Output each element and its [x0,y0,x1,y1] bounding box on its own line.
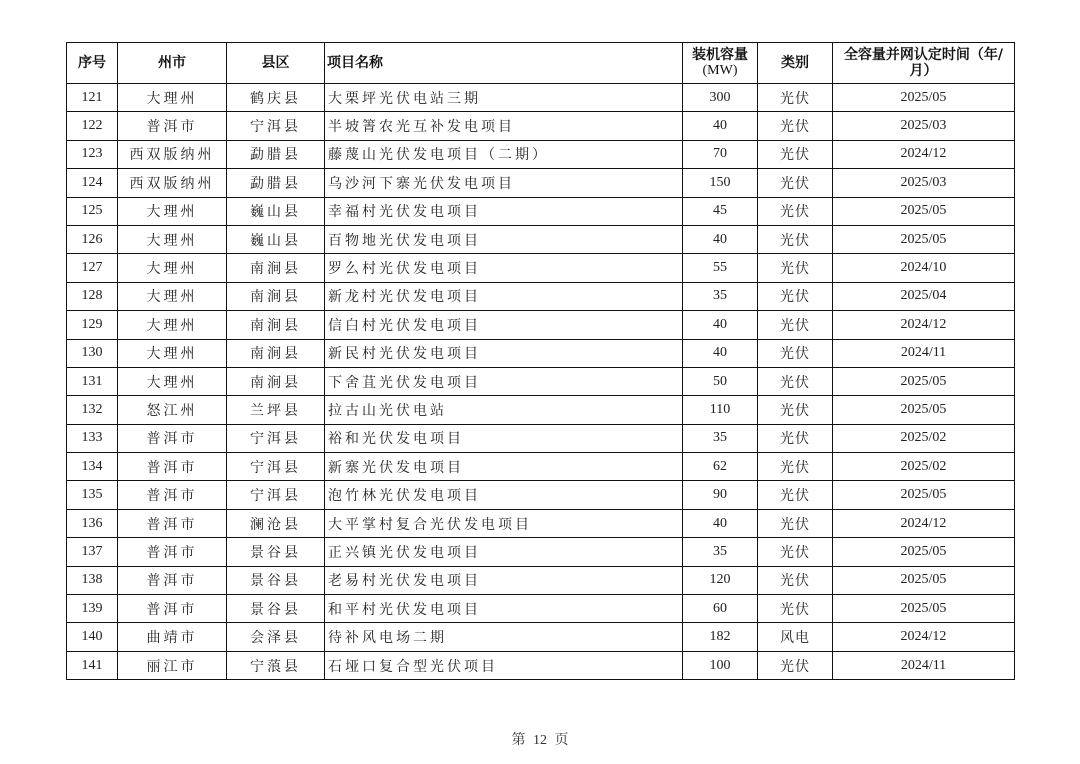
cell-prefecture: 西双版纳州 [118,140,227,168]
cell-prefecture: 大理州 [118,282,227,310]
cell-seq: 138 [67,566,118,594]
cell-capacity: 35 [683,424,758,452]
cell-county: 勐腊县 [227,169,325,197]
cell-project-name: 裕和光伏发电项目 [325,424,683,452]
header-capacity-line1: 装机容量 [692,47,748,63]
header-capacity-line2: (MW) [702,63,738,78]
cell-project-name: 藤蔑山光伏发电项目（二期） [325,140,683,168]
cell-prefecture: 普洱市 [118,424,227,452]
cell-county: 景谷县 [227,566,325,594]
cell-project-name: 百物地光伏发电项目 [325,225,683,253]
cell-capacity: 150 [683,169,758,197]
cell-grid-date: 2024/12 [833,140,1015,168]
cell-grid-date: 2025/03 [833,169,1015,197]
cell-type: 光伏 [758,595,833,623]
table-row [67,396,1015,424]
table-row [67,538,1015,566]
cell-seq: 125 [67,197,118,225]
cell-prefecture: 曲靖市 [118,623,227,651]
cell-type: 光伏 [758,367,833,395]
cell-seq: 137 [67,538,118,566]
table-row [67,84,1015,112]
cell-capacity: 62 [683,453,758,481]
cell-grid-date: 2025/05 [833,566,1015,594]
header-county: 县区 [227,43,325,84]
cell-project-name: 新寨光伏发电项目 [325,453,683,481]
cell-project-name: 大平掌村复合光伏发电项目 [325,509,683,537]
cell-capacity: 182 [683,623,758,651]
cell-seq: 126 [67,225,118,253]
cell-grid-date: 2025/05 [833,225,1015,253]
cell-project-name: 信白村光伏发电项目 [325,311,683,339]
cell-seq: 128 [67,282,118,310]
cell-county: 南涧县 [227,339,325,367]
cell-seq: 132 [67,396,118,424]
cell-county: 南涧县 [227,254,325,282]
cell-capacity: 300 [683,84,758,112]
cell-project-name: 老易村光伏发电项目 [325,566,683,594]
cell-grid-date: 2025/05 [833,595,1015,623]
cell-capacity: 35 [683,282,758,310]
cell-project-name: 新龙村光伏发电项目 [325,282,683,310]
table-row [67,169,1015,197]
cell-seq: 136 [67,509,118,537]
cell-type: 光伏 [758,651,833,679]
table-row [67,140,1015,168]
table-row [67,112,1015,140]
cell-prefecture: 普洱市 [118,538,227,566]
cell-seq: 129 [67,311,118,339]
cell-capacity: 40 [683,112,758,140]
cell-seq: 140 [67,623,118,651]
cell-grid-date: 2024/11 [833,339,1015,367]
cell-prefecture: 普洱市 [118,481,227,509]
table-body [67,84,1015,680]
cell-grid-date: 2025/05 [833,367,1015,395]
cell-capacity: 100 [683,651,758,679]
table-row [67,623,1015,651]
table-row [67,225,1015,253]
cell-county: 澜沧县 [227,509,325,537]
cell-grid-date: 2025/05 [833,481,1015,509]
cell-project-name: 乌沙河下寨光伏发电项目 [325,169,683,197]
cell-county: 巍山县 [227,197,325,225]
table-header-row [67,43,1015,84]
cell-type: 光伏 [758,197,833,225]
table-row [67,311,1015,339]
cell-capacity: 40 [683,225,758,253]
cell-seq: 141 [67,651,118,679]
table-row [67,197,1015,225]
cell-seq: 122 [67,112,118,140]
cell-county: 南涧县 [227,367,325,395]
table-row [67,282,1015,310]
cell-type: 光伏 [758,169,833,197]
cell-grid-date: 2025/05 [833,84,1015,112]
cell-project-name: 待补风电场二期 [325,623,683,651]
table-row [67,651,1015,679]
cell-capacity: 40 [683,339,758,367]
cell-grid-date: 2025/03 [833,112,1015,140]
table-row [67,509,1015,537]
cell-capacity: 35 [683,538,758,566]
cell-capacity: 120 [683,566,758,594]
cell-seq: 139 [67,595,118,623]
table-row [67,254,1015,282]
cell-county: 景谷县 [227,595,325,623]
cell-type: 光伏 [758,424,833,452]
cell-prefecture: 大理州 [118,197,227,225]
cell-capacity: 55 [683,254,758,282]
cell-project-name: 罗么村光伏发电项目 [325,254,683,282]
cell-type: 光伏 [758,481,833,509]
project-table [66,42,1015,680]
page-number: 第 12 页 [511,733,569,748]
cell-prefecture: 大理州 [118,84,227,112]
cell-capacity: 50 [683,367,758,395]
cell-seq: 123 [67,140,118,168]
cell-prefecture: 西双版纳州 [118,169,227,197]
cell-prefecture: 普洱市 [118,566,227,594]
cell-grid-date: 2024/12 [833,311,1015,339]
header-grid-date-line1: 全容量并网认定时间（年/ [843,47,1004,63]
cell-prefecture: 普洱市 [118,112,227,140]
cell-grid-date: 2025/05 [833,396,1015,424]
cell-prefecture: 大理州 [118,254,227,282]
header-capacity [683,43,758,84]
cell-county: 南涧县 [227,282,325,310]
cell-seq: 135 [67,481,118,509]
header-seq: 序号 [67,43,118,84]
cell-grid-date: 2025/04 [833,282,1015,310]
table-row [67,424,1015,452]
cell-prefecture: 普洱市 [118,595,227,623]
cell-prefecture: 大理州 [118,225,227,253]
cell-type: 光伏 [758,84,833,112]
cell-project-name: 新民村光伏发电项目 [325,339,683,367]
cell-type: 光伏 [758,311,833,339]
cell-type: 光伏 [758,396,833,424]
cell-county: 宁洱县 [227,453,325,481]
cell-county: 景谷县 [227,538,325,566]
table-row [67,339,1015,367]
cell-prefecture: 普洱市 [118,453,227,481]
cell-type: 光伏 [758,140,833,168]
cell-capacity: 90 [683,481,758,509]
header-grid-date-line2: 月） [909,63,938,79]
cell-project-name: 泡竹林光伏发电项目 [325,481,683,509]
cell-capacity: 60 [683,595,758,623]
table-row [67,367,1015,395]
cell-county: 宁洱县 [227,424,325,452]
cell-capacity: 70 [683,140,758,168]
cell-prefecture: 大理州 [118,311,227,339]
cell-capacity: 40 [683,311,758,339]
cell-type: 光伏 [758,509,833,537]
table-row [67,481,1015,509]
cell-county: 会泽县 [227,623,325,651]
cell-prefecture: 大理州 [118,367,227,395]
cell-capacity: 40 [683,509,758,537]
cell-project-name: 正兴镇光伏发电项目 [325,538,683,566]
cell-type: 光伏 [758,282,833,310]
cell-grid-date: 2024/10 [833,254,1015,282]
table-row [67,595,1015,623]
cell-seq: 134 [67,453,118,481]
table-row [67,566,1015,594]
cell-county: 兰坪县 [227,396,325,424]
cell-project-name: 半坡箐农光互补发电项目 [325,112,683,140]
header-type: 类别 [758,43,833,84]
cell-seq: 130 [67,339,118,367]
cell-project-name: 下舍苴光伏发电项目 [325,367,683,395]
cell-county: 南涧县 [227,311,325,339]
cell-seq: 127 [67,254,118,282]
cell-type: 光伏 [758,339,833,367]
cell-prefecture: 怒江州 [118,396,227,424]
cell-type: 光伏 [758,225,833,253]
cell-county: 宁洱县 [227,112,325,140]
cell-seq: 121 [67,84,118,112]
cell-project-name: 石垭口复合型光伏项目 [325,651,683,679]
cell-county: 宁蒗县 [227,651,325,679]
cell-prefecture: 大理州 [118,339,227,367]
table-row [67,453,1015,481]
cell-project-name: 拉古山光伏电站 [325,396,683,424]
cell-grid-date: 2024/11 [833,651,1015,679]
cell-project-name: 大栗坪光伏电站三期 [325,84,683,112]
cell-prefecture: 丽江市 [118,651,227,679]
cell-seq: 124 [67,169,118,197]
cell-county: 鹤庆县 [227,84,325,112]
header-project-name: 项目名称 [325,43,683,84]
cell-prefecture: 普洱市 [118,509,227,537]
cell-grid-date: 2024/12 [833,623,1015,651]
cell-grid-date: 2024/12 [833,509,1015,537]
cell-grid-date: 2025/05 [833,538,1015,566]
cell-county: 宁洱县 [227,481,325,509]
cell-capacity: 110 [683,396,758,424]
cell-project-name: 和平村光伏发电项目 [325,595,683,623]
cell-type: 光伏 [758,453,833,481]
cell-type: 光伏 [758,112,833,140]
cell-county: 勐腊县 [227,140,325,168]
cell-county: 巍山县 [227,225,325,253]
cell-grid-date: 2025/02 [833,453,1015,481]
cell-type: 光伏 [758,254,833,282]
cell-type: 光伏 [758,566,833,594]
header-prefecture: 州市 [118,43,227,84]
cell-type: 光伏 [758,538,833,566]
header-grid-date [833,43,1015,84]
cell-project-name: 幸福村光伏发电项目 [325,197,683,225]
cell-capacity: 45 [683,197,758,225]
cell-grid-date: 2025/02 [833,424,1015,452]
cell-grid-date: 2025/05 [833,197,1015,225]
cell-seq: 131 [67,367,118,395]
cell-type: 风电 [758,623,833,651]
cell-seq: 133 [67,424,118,452]
